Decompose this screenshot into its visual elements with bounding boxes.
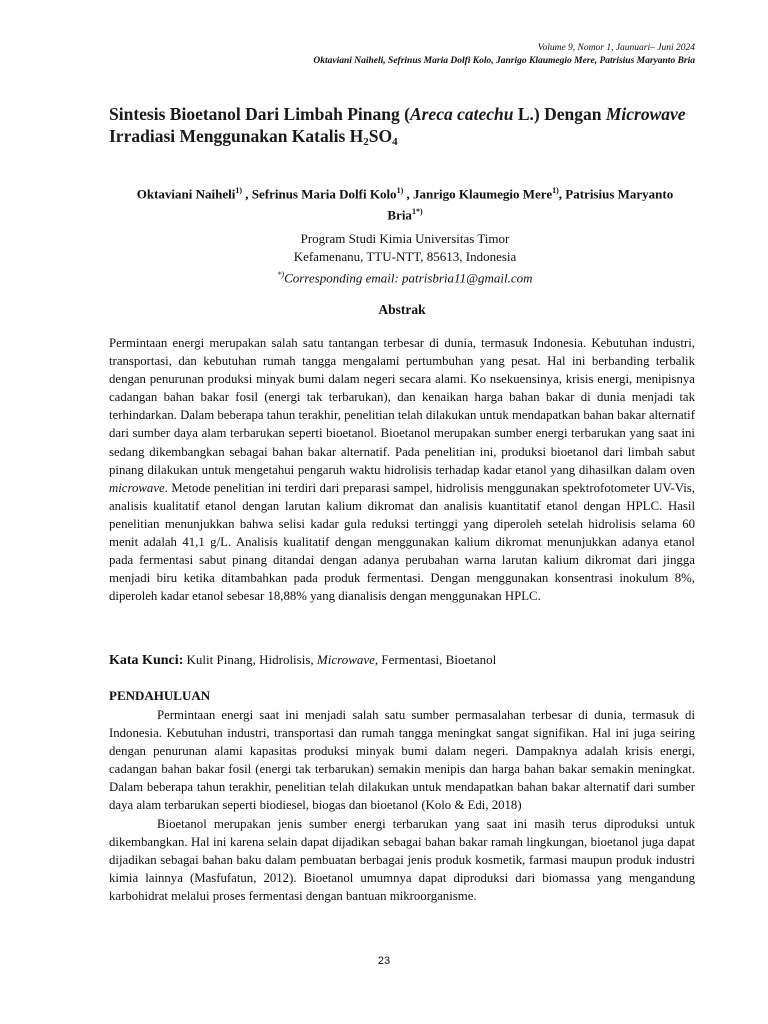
title-part3: Irradiasi Menggunakan Katalis H [109, 126, 364, 146]
title-species: Areca catechu [409, 104, 514, 124]
keywords-before: Kulit Pinang, Hidrolisis, [183, 652, 317, 667]
affiliation-address: Kefamenanu, TTU-NTT, 85613, Indonesia [293, 249, 517, 264]
author-name: Sefrinus Maria Dolfi Kolo [251, 186, 397, 202]
running-header [313, 42, 695, 68]
author-separator: , [403, 186, 413, 202]
abstract-body [109, 334, 695, 605]
intro-paragraph-2: Bioetanol merupakan jenis sumber energi terbarukan yang saat ini masih terus diproduksi untuk dikembangkan. Hal ini karena selain dapat dijadikan sebagai bahan bakar ramah lingkungan, bioetanol juga dapat dijadikan sebagai bahan baku dalam pembuatan berbagai jenis produk kosmetik, farmasi maupun produk industri kimia lainnya (Masfufatun, 2012). Bioetanol umumnya dapat diproduksi dari biomassa yang mengandung karbohidrat melalui proses fermentasi dengan bantuan mikroorganisme. [109, 816, 695, 903]
title-sub2: 2 [363, 136, 369, 148]
author-separator: , [242, 186, 252, 202]
page-number: 23 [377, 955, 391, 967]
intro-body [109, 706, 695, 905]
title-so: SO [368, 126, 393, 146]
author-name: Patrisius Maryanto Bria [387, 186, 674, 223]
affiliation [120, 230, 690, 287]
intro-paragraph-1: Permintaan energi saat ini menjadi salah satu sumber permasalahan terbesar di dunia, termasuk di Indonesia. Kebutuhan industri, transportasi dan rumah tangga meningkat sangat signifikan. Hal ini juga seiring dengan penurunan alami kapasitas produksi minyak bumi dalam negeri. Dampaknya adalah krisis energi, cadangan bahan bakar fosil (energi tak terbarukan) semakin menipis dan harga bahan bakar semakin meningkat. Dalam beberapa tahun terakhir, penelitian telah dilakukan untuk mendapatkan bahan bakar alternatif dari sumber daya alam terbarukan seperti biodiesel, biogas dan bioetanol (Kolo & Edi, 2018) [109, 708, 695, 813]
author-affil-mark: 1) [396, 186, 404, 195]
abstract-text-2: . Metode penelitian ini terdiri dari preparasi sampel, hidrolisis menggunakan spektrofotometer UV-Vis, analisis kualitatif etanol dengan larutan kalium dikromat dan analisis kuantitatif etanol dengan HPLC. Hasil penelitian menunjukkan bahwa selisi kadar gula reduksi tertinggi yang diperoleh setelah hidrolisis selama 60 menit adalah 41,1 g/L. Analisis kualitatif dengan menggunakan kalium dikromat menunjukkan adanya etanol pada fermentasi sabut pinang ditandai dengan adanya perubahan warna larutan kalium dikromat dari jingga menjadi biru ketika ditambahkan pada produk fermentasi. Dengan menggunakan konsentrasi inokulum 8%, diperoleh kadar etanol sebesar 18,88% yang dianalisis dengan menggunakan HPLC. [109, 480, 695, 604]
author-affil-mark: 1) [235, 186, 243, 195]
title-part2: L.) Dengan [513, 104, 606, 124]
email-mark: *) [277, 270, 285, 279]
header-authors: Oktaviani Naiheli, Sefrinus Maria Dolfi Kolo, Janrigo Klaumegio Mere, Patrisius Maryanto Bria [313, 56, 695, 66]
abstract-heading: Abstrak [378, 302, 426, 317]
keywords-after: , Fermentasi, Bioetanol [374, 652, 497, 667]
corresponding-email[interactable] [120, 266, 690, 287]
title-microwave: Microwave [605, 104, 686, 124]
affiliation-program: Program Studi Kimia Universitas Timor [300, 231, 510, 246]
author-separator: , [558, 186, 566, 202]
abstract-text-1: Permintaan energi merupakan salah satu tantangan terbesar di dunia, termasuk Indonesia. Kebutuhan industri, transportasi, dan kebutuhan rumah tangga mengalami pertumbuhan yang pesat. Hal ini berbanding terbalik dengan penurunan produksi minyak bumi dalam negeri secara alami. Ko nsekuensinya, krisis energi, menipisnya cadangan bahan bakar fosil (energi tak terbarukan), dan kenaikan harga bahan bakar di dunia menjadi tak terhindarkan. Dalam beberapa tahun terakhir, penelitian telah dilakukan untuk mendapatkan bahan bakar alternatif dari sumber daya alam terbarukan seperti bioetanol. Bioetanol merupakan sumber energi terbarukan yang saat ini sedang dikembangkan sebagai bahan bakar alternatif. Pada penelitian ini, produksi bioetanol dari limbah sabut pinang dilakukan untuk mengetahui pengaruh waktu hidrolisis terhadap kadar etanol yang dihasilkan dalam oven [109, 336, 695, 477]
author-affil-mark: 1) [552, 186, 559, 195]
keywords-label: Kata Kunci: [109, 653, 184, 668]
section-heading-intro: PENDAHULUAN [109, 688, 211, 703]
author-list [120, 182, 690, 225]
author-affil-mark: 1*) [411, 207, 423, 217]
title-part1: Sintesis Bioetanol Dari Limbah Pinang ( [109, 104, 410, 124]
abstract-microwave: microwave [109, 480, 165, 495]
keywords-microwave: Microwave [316, 652, 375, 667]
title-sub4: 4 [392, 136, 398, 148]
keywords [109, 652, 695, 669]
header-volume: Volume 9, Nomor 1, Jaunuari– Juni 2024 [537, 43, 695, 53]
author-name: Oktaviani Naiheli [136, 186, 236, 202]
email-text: Corresponding email: patrisbria11@gmail.com [284, 270, 533, 286]
author-name: Janrigo Klaumegio Mere [412, 186, 553, 202]
paper-title [109, 103, 699, 147]
